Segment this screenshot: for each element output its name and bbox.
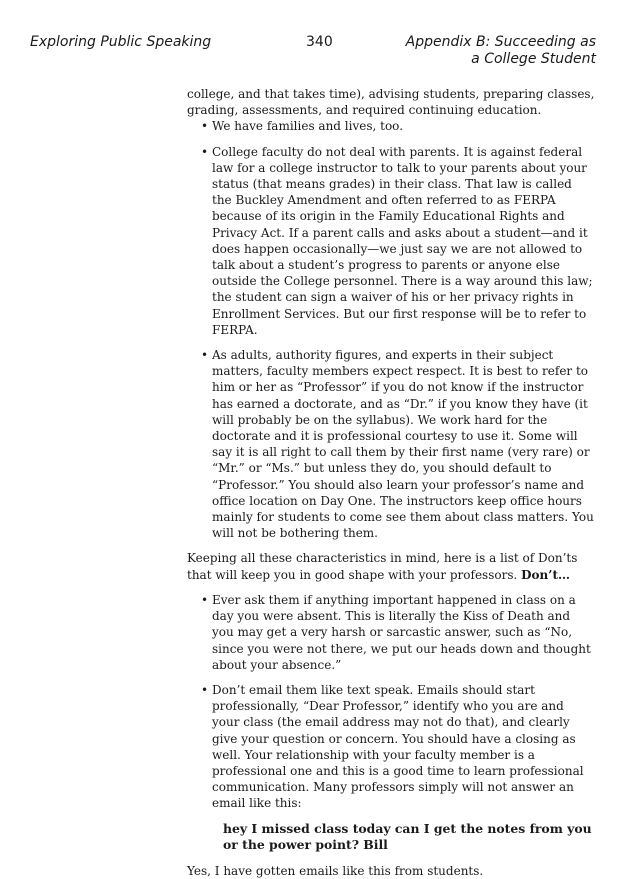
page-header: [30, 34, 596, 74]
donts-intro: [187, 550, 595, 582]
book-title: Exploring Public Speaking: [30, 34, 212, 50]
list-item-ferpa: • College faculty do not deal with parents. It is against federal law for a college instructor to talk to your parents about your status (that means grades) in their class. That law is called the Buckley Amendment and often referred to as FERPA because of its origin in the Family Educational Rights and Privacy Act. If a parent calls and asks about a student—and it does happen occasionally—we just say we are not allowed to talk about a student’s progress to parents or anyone else outside the College personnel. There is a way around this law; the student can sign a waiver of his or her privacy rights in Enrollment Services. But our first response will be to refer to FERPA.: [187, 144, 595, 338]
continued-paragraph: college, and that takes time), advising students, preparing classes, grading, assessments, and required continuing education.: [187, 87, 595, 118]
example-email: hey I missed class today can I get the notes from you or the power point? Bill: [223, 820, 592, 852]
donts-heading: Don’t…: [521, 567, 570, 582]
donts-intro-text: Keeping all these characteristics in mind, here is a list of Don’ts that will keep you in good shape with your professors.: [187, 551, 578, 582]
faculty-facts-list: [187, 118, 595, 541]
page-number: 340: [306, 34, 333, 50]
list-item-email: [187, 682, 595, 812]
page-body: [187, 86, 595, 879]
list-item-absence: • Ever ask them if anything important happened in class on a day you were absent. This is literally the Kiss of Death and you may get a very harsh or sarcastic answer, such as “No, since you were not there, we put our heads down and thought about your absence.”: [187, 592, 595, 673]
list-item-families: • We have families and lives, too.: [187, 118, 595, 134]
closing-paragraph: Yes, I have gotten emails like this from students.: [187, 863, 484, 878]
donts-list: [187, 592, 595, 812]
list-item-respect: • As adults, authority figures, and experts in their subject matters, faculty members expect respect. It is best to refer to him or her as “Professor” if you do not know if the instructor has earned a doctorate, and as “Dr.” if you know they have (it will probably be on the syllabus). We work hard for the doctorate and it is professional courtesy to use it. Some will say it is all right to call them by their first name (very rare) or “Mr.” or “Ms.” but unless they do, you should default to “Professor.” You should also learn your professor’s name and office location on Day One. The instructors keep office hours mainly for students to come see them about class matters. You will not be bothering them.: [187, 347, 595, 541]
email-advice-text: Don’t email them like text speak. Emails should start professionally, “Dear Professor,” identify who you are and your class (the email address may not do that), and clearly give your question or concern. You should have a closing as well. Your relationship with your faculty member is a professional one and this is a good time to learn professional communication. Many professors simply will not answer an email like this:: [212, 682, 584, 811]
chapter-title: Appendix B: Succeeding as a College Student: [405, 34, 596, 67]
